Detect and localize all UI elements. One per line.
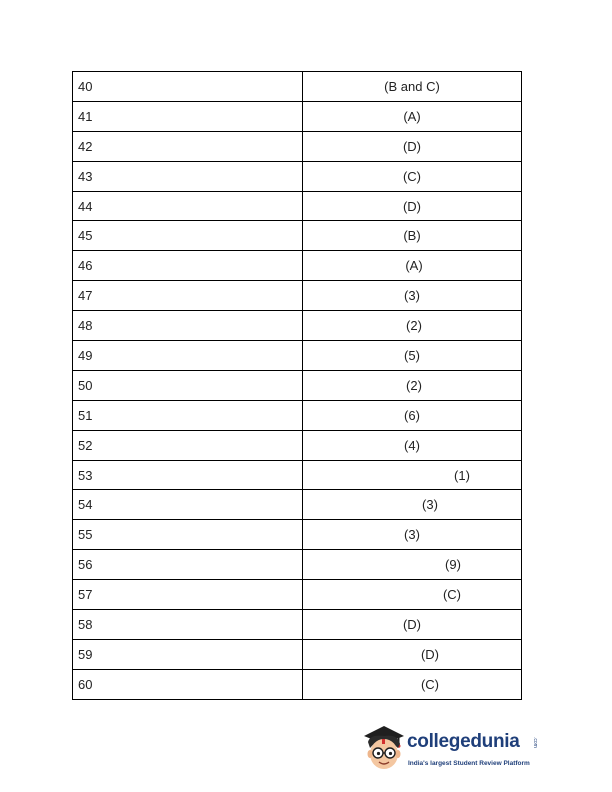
question-number-cell: 54: [73, 490, 303, 520]
table-row: [73, 251, 522, 281]
question-number-cell: 43: [73, 161, 303, 191]
answer-text: (C): [420, 676, 440, 692]
table-row: [73, 580, 522, 610]
answer-text: (6): [404, 407, 420, 423]
question-number-cell: 50: [73, 370, 303, 400]
table-row: [73, 191, 522, 221]
brand-domain-suffix: .com: [532, 737, 538, 748]
question-number-cell: 59: [73, 639, 303, 669]
answer-cell: [303, 191, 522, 221]
answer-cell: [303, 639, 522, 669]
table-row: [73, 101, 522, 131]
question-number-cell: 46: [73, 251, 303, 281]
question-number-cell: 40: [73, 72, 303, 102]
question-number-cell: 47: [73, 281, 303, 311]
answer-text: (3): [404, 527, 420, 543]
table-row: [73, 400, 522, 430]
answer-cell: [303, 311, 522, 341]
answer-text: (C): [442, 587, 462, 603]
table-row: [73, 490, 522, 520]
question-number-cell: 41: [73, 101, 303, 131]
table-row: [73, 221, 522, 251]
question-number-cell: 58: [73, 610, 303, 640]
answer-text: (3): [422, 497, 438, 513]
answer-cell: [303, 490, 522, 520]
answer-text: (D): [402, 138, 422, 154]
question-number-cell: 60: [73, 669, 303, 699]
answer-text: (A): [405, 258, 423, 274]
answer-text: (B): [403, 228, 421, 244]
answer-text: (4): [404, 437, 420, 453]
answer-text: (3): [404, 288, 420, 304]
table-row: [73, 131, 522, 161]
table-row: [73, 669, 522, 699]
table-row: [73, 430, 522, 460]
answer-cell: [303, 370, 522, 400]
answer-cell: [303, 341, 522, 371]
question-number-cell: 49: [73, 341, 303, 371]
collegedunia-logo: [360, 722, 550, 777]
table-row: [73, 341, 522, 371]
answer-text: (5): [404, 347, 420, 363]
answer-cell: [303, 161, 522, 191]
question-number-cell: 48: [73, 311, 303, 341]
question-number-cell: 51: [73, 400, 303, 430]
answer-cell: [303, 430, 522, 460]
answer-text: (D): [402, 616, 422, 632]
answer-cell: [303, 520, 522, 550]
answer-cell: [303, 131, 522, 161]
question-number-cell: 42: [73, 131, 303, 161]
answer-text: (D): [402, 198, 422, 214]
answer-cell: [303, 281, 522, 311]
answer-text: (9): [445, 557, 461, 573]
question-number-cell: 44: [73, 191, 303, 221]
answer-cell: [303, 400, 522, 430]
answer-text: (1): [454, 467, 470, 483]
answer-text: (B and C): [384, 78, 440, 94]
table-row: [73, 311, 522, 341]
answer-cell: [303, 251, 522, 281]
answer-cell: [303, 610, 522, 640]
answer-cell: [303, 460, 522, 490]
answer-key-table: [72, 71, 522, 700]
answer-text: (C): [402, 168, 422, 184]
question-number-cell: 56: [73, 550, 303, 580]
table-row: [73, 550, 522, 580]
question-number-cell: 45: [73, 221, 303, 251]
answer-cell: [303, 669, 522, 699]
table-row: [73, 610, 522, 640]
answer-text: (D): [420, 646, 440, 662]
question-number-cell: 57: [73, 580, 303, 610]
brand-tagline: India's largest Student Review Platform: [408, 760, 530, 767]
table-row: [73, 370, 522, 400]
brand-name: collegedunia: [407, 731, 520, 752]
table-row: [73, 520, 522, 550]
table-row: [73, 72, 522, 102]
answer-cell: [303, 101, 522, 131]
question-number-cell: 52: [73, 430, 303, 460]
answer-cell: [303, 72, 522, 102]
answer-key-body: [73, 72, 522, 700]
answer-cell: [303, 550, 522, 580]
answer-cell: [303, 580, 522, 610]
answer-text: (A): [403, 108, 421, 124]
question-number-cell: 55: [73, 520, 303, 550]
table-row: [73, 281, 522, 311]
question-number-cell: 53: [73, 460, 303, 490]
answer-cell: [303, 221, 522, 251]
answer-text: (2): [406, 377, 422, 393]
table-row: [73, 460, 522, 490]
table-row: [73, 161, 522, 191]
table-row: [73, 639, 522, 669]
answer-text: (2): [406, 318, 422, 334]
mascot-logo-icon: [360, 722, 408, 774]
